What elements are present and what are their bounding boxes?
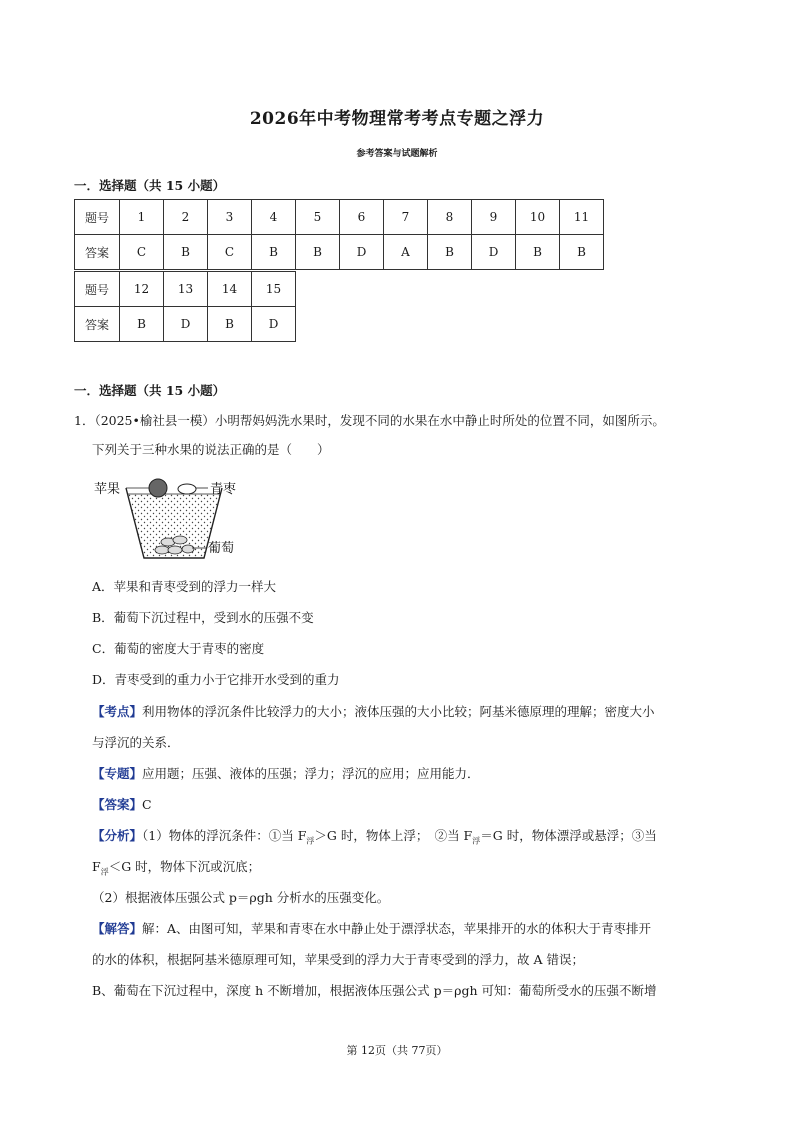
answer-table-2 [74, 271, 296, 342]
question-number: 11 [560, 200, 604, 235]
apple-shape [149, 479, 167, 497]
answer-tag: 【答案】 [92, 797, 143, 812]
grape-shape [155, 546, 169, 554]
solution-tag: 【解答】 [92, 921, 143, 936]
row-label: 答案 [75, 235, 120, 270]
question-number: 8 [428, 200, 472, 235]
answer-cell: D [472, 235, 516, 270]
kaodian-tag: 【考点】 [92, 704, 143, 719]
answer-row [75, 235, 604, 270]
analysis-line1: 【分析】（1）物体的浮沉条件：①当 $F_浮>G$ 时，物体上浮； ②当 $F_浮=G$ 时，物体漂浮或悬浮；③当 [92, 828, 657, 846]
question-number: 6 [340, 200, 384, 235]
option-a: A．苹果和青枣受到的浮力一样大 [92, 579, 277, 594]
question-stem-line2: 下列关于三种水果的说法正确的是（ ） [92, 442, 330, 457]
answer-section-heading: 一．选择题（共 15 小题） [74, 178, 226, 193]
answer-cell: B [560, 235, 604, 270]
document-title: 2026年中考物理常考考点专题之浮力 [249, 109, 545, 129]
solution-line3: B、葡萄在下沉过程中，深度 h 不断增加，根据液体压强公式 p＝ρgh 可知：葡萄所受水的压强不断增 [92, 983, 657, 998]
zhuanti-line [92, 765, 752, 783]
solution-line2: 的水的体积，根据阿基米德原理可知，苹果受到的浮力大于青枣受到的浮力，故 A 错误； [92, 952, 584, 967]
answer-cell: B [428, 235, 472, 270]
question-number: 5 [296, 200, 340, 235]
analysis-line3: （2）根据液体压强公式 p＝ρgh 分析水的压强变化。 [92, 890, 390, 905]
document-subtitle: 参考答案与试题解析 [356, 149, 438, 159]
analysis-line2: $F_浮<G$ 时，物体下沉或沉底； [92, 859, 261, 877]
answer-cell: C [208, 235, 252, 270]
jujube-label: 青枣 [210, 482, 237, 497]
answer-cell: B [208, 307, 252, 342]
zhuanti-text: 应用题；压强、液体的压强；浮力；浮沉的应用；应用能力． [142, 766, 480, 781]
zhuanti-tag: 【专题】 [92, 766, 143, 781]
jujube-shape [178, 484, 196, 494]
analysis-tag: 【分析】 [92, 828, 143, 843]
answer-cell: B [120, 307, 164, 342]
answer-text: C [142, 797, 152, 812]
answer-cell: D [164, 307, 208, 342]
question-number: 13 [164, 272, 208, 307]
answer-cell: B [252, 235, 296, 270]
question-number: 3 [208, 200, 252, 235]
row-label: 答案 [75, 307, 120, 342]
kaodian-text: 利用物体的浮沉条件比较浮力的大小；液体压强的大小比较；阿基米德原理的理解；密度大小 [142, 704, 655, 719]
question-number: 14 [208, 272, 252, 307]
question-number: 9 [472, 200, 516, 235]
kaodian-line1 [92, 703, 752, 721]
apple-label: 苹果 [94, 482, 121, 497]
grape-label: 葡萄 [208, 541, 235, 556]
answer-table-1 [74, 199, 604, 270]
question-number: 1 [120, 200, 164, 235]
answer-line [92, 796, 752, 814]
row-label: 题号 [75, 200, 120, 235]
question-number-row [75, 200, 604, 235]
question-number-row [75, 272, 296, 307]
question-section-heading: 一．选择题（共 15 小题） [74, 383, 226, 398]
answer-cell: D [340, 235, 384, 270]
answer-row [75, 307, 296, 342]
answer-cell: B [164, 235, 208, 270]
option-c: C．葡萄的密度大于青枣的密度 [92, 641, 265, 656]
option-b: B．葡萄下沉过程中，受到水的压强不变 [92, 610, 314, 625]
question-number: 4 [252, 200, 296, 235]
question-number: 15 [252, 272, 296, 307]
answer-cell: B [516, 235, 560, 270]
answer-cell: B [296, 235, 340, 270]
solution-line1: 【解答】解：A、由图可知，苹果和青枣在水中静止处于漂浮状态，苹果排开的水的体积大于青枣排开 [92, 921, 652, 936]
page-footer: 第 12页（共 77页） [346, 1044, 448, 1057]
question-number: 12 [120, 272, 164, 307]
grape-shape [182, 545, 194, 553]
question-number: 2 [164, 200, 208, 235]
grape-shape [168, 546, 182, 554]
option-d: D．青枣受到的重力小于它排开水受到的重力 [92, 672, 340, 687]
question-number: 10 [516, 200, 560, 235]
kaodian-line2: 与浮沉的关系． [92, 735, 180, 750]
answer-cell: C [120, 235, 164, 270]
answer-cell: A [384, 235, 428, 270]
fruit-in-water-figure [92, 470, 252, 566]
row-label: 题号 [75, 272, 120, 307]
answer-cell: D [252, 307, 296, 342]
grape-shape [173, 536, 187, 544]
question-number: 7 [384, 200, 428, 235]
question-stem-line1: 1．（2025•榆社县一模）小明帮妈妈洗水果时，发现不同的水果在水中静止时所处的位置不同，如图所示。 [74, 413, 665, 428]
